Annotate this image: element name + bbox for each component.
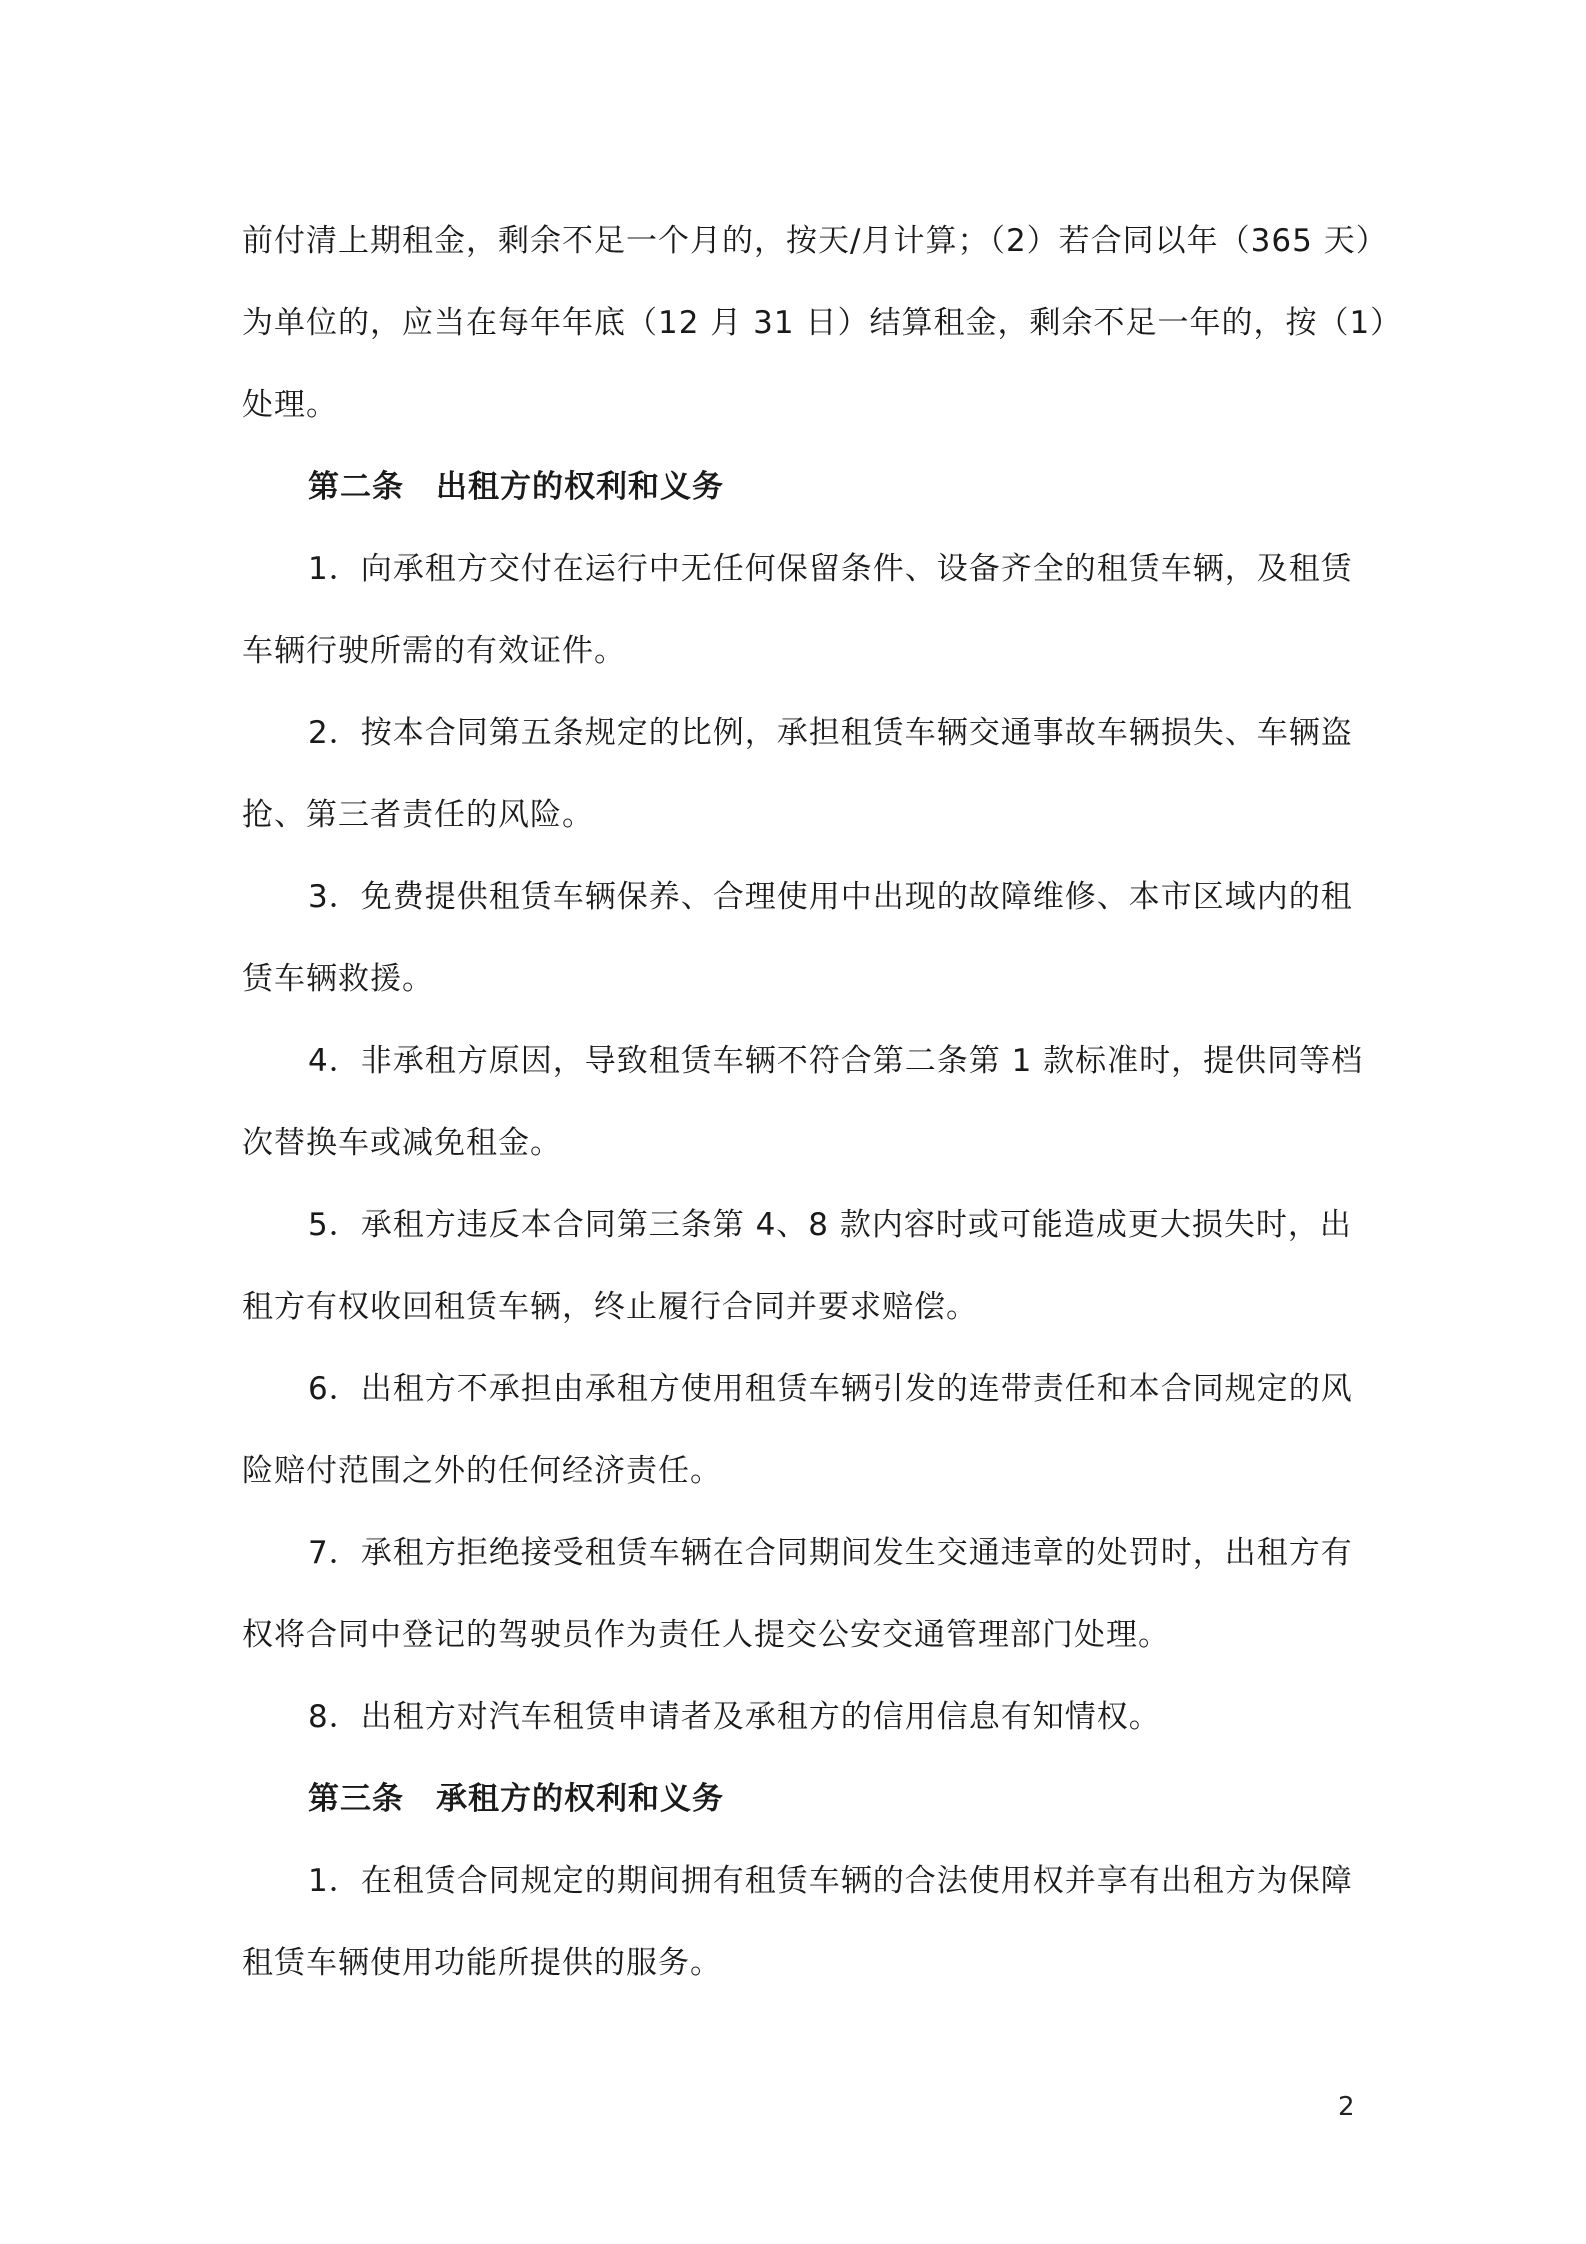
paragraph-line: 赁车辆救援。 [242,961,434,997]
paragraph-line: 租方有权收回租赁车辆，终止履行合同并要求赔偿。 [242,1289,978,1325]
page-number: 2 [1338,2092,1355,2122]
paragraph-line: 5．承租方违反本合同第三条第 4、8 款内容时或可能造成更大损失时，出 [308,1207,1352,1243]
paragraph-line: 险赔付范围之外的任何经济责任。 [242,1453,722,1489]
paragraph-line: 3．免费提供租赁车辆保养、合理使用中出现的故障维修、本市区域内的租 [308,879,1353,915]
section-heading: 第三条 承租方的权利和义务 [308,1781,724,1817]
paragraph-line: 抢、第三者责任的风险。 [242,797,594,833]
paragraph-line: 租赁车辆使用功能所提供的服务。 [242,1945,722,1981]
document-body [242,200,1403,2004]
paragraph-line: 1．在租赁合同规定的期间拥有租赁车辆的合法使用权并享有出租方为保障 [308,1863,1353,1899]
paragraph-line: 1．向承租方交付在运行中无任何保留条件、设备齐全的租赁车辆，及租赁 [308,551,1353,587]
paragraph-line: 为单位的，应当在每年年底（12 月 31 日）结算租金，剩余不足一年的，按（1） [242,305,1403,341]
paragraph-line: 权将合同中登记的驾驶员作为责任人提交公安交通管理部门处理。 [242,1617,1170,1653]
paragraph-line: 2．按本合同第五条规定的比例，承担租赁车辆交通事故车辆损失、车辆盗 [308,715,1353,751]
paragraph-line: 车辆行驶所需的有效证件。 [242,633,626,669]
paragraph-line: 7．承租方拒绝接受租赁车辆在合同期间发生交通违章的处罚时，出租方有 [308,1535,1353,1571]
paragraph-line: 次替换车或减免租金。 [242,1125,562,1161]
paragraph-line: 4．非承租方原因，导致租赁车辆不符合第二条第 1 款标准时，提供同等档 [308,1043,1364,1079]
paragraph-line: 前付清上期租金，剩余不足一个月的，按天/月计算；（2）若合同以年（365 天） [242,223,1388,259]
paragraph-line: 8．出租方对汽车租赁申请者及承租方的信用信息有知情权。 [308,1699,1161,1735]
section-heading: 第二条 出租方的权利和义务 [308,469,724,505]
paragraph-line: 6．出租方不承担由承租方使用租赁车辆引发的连带责任和本合同规定的风 [308,1371,1353,1407]
paragraph-line: 处理。 [242,387,338,423]
